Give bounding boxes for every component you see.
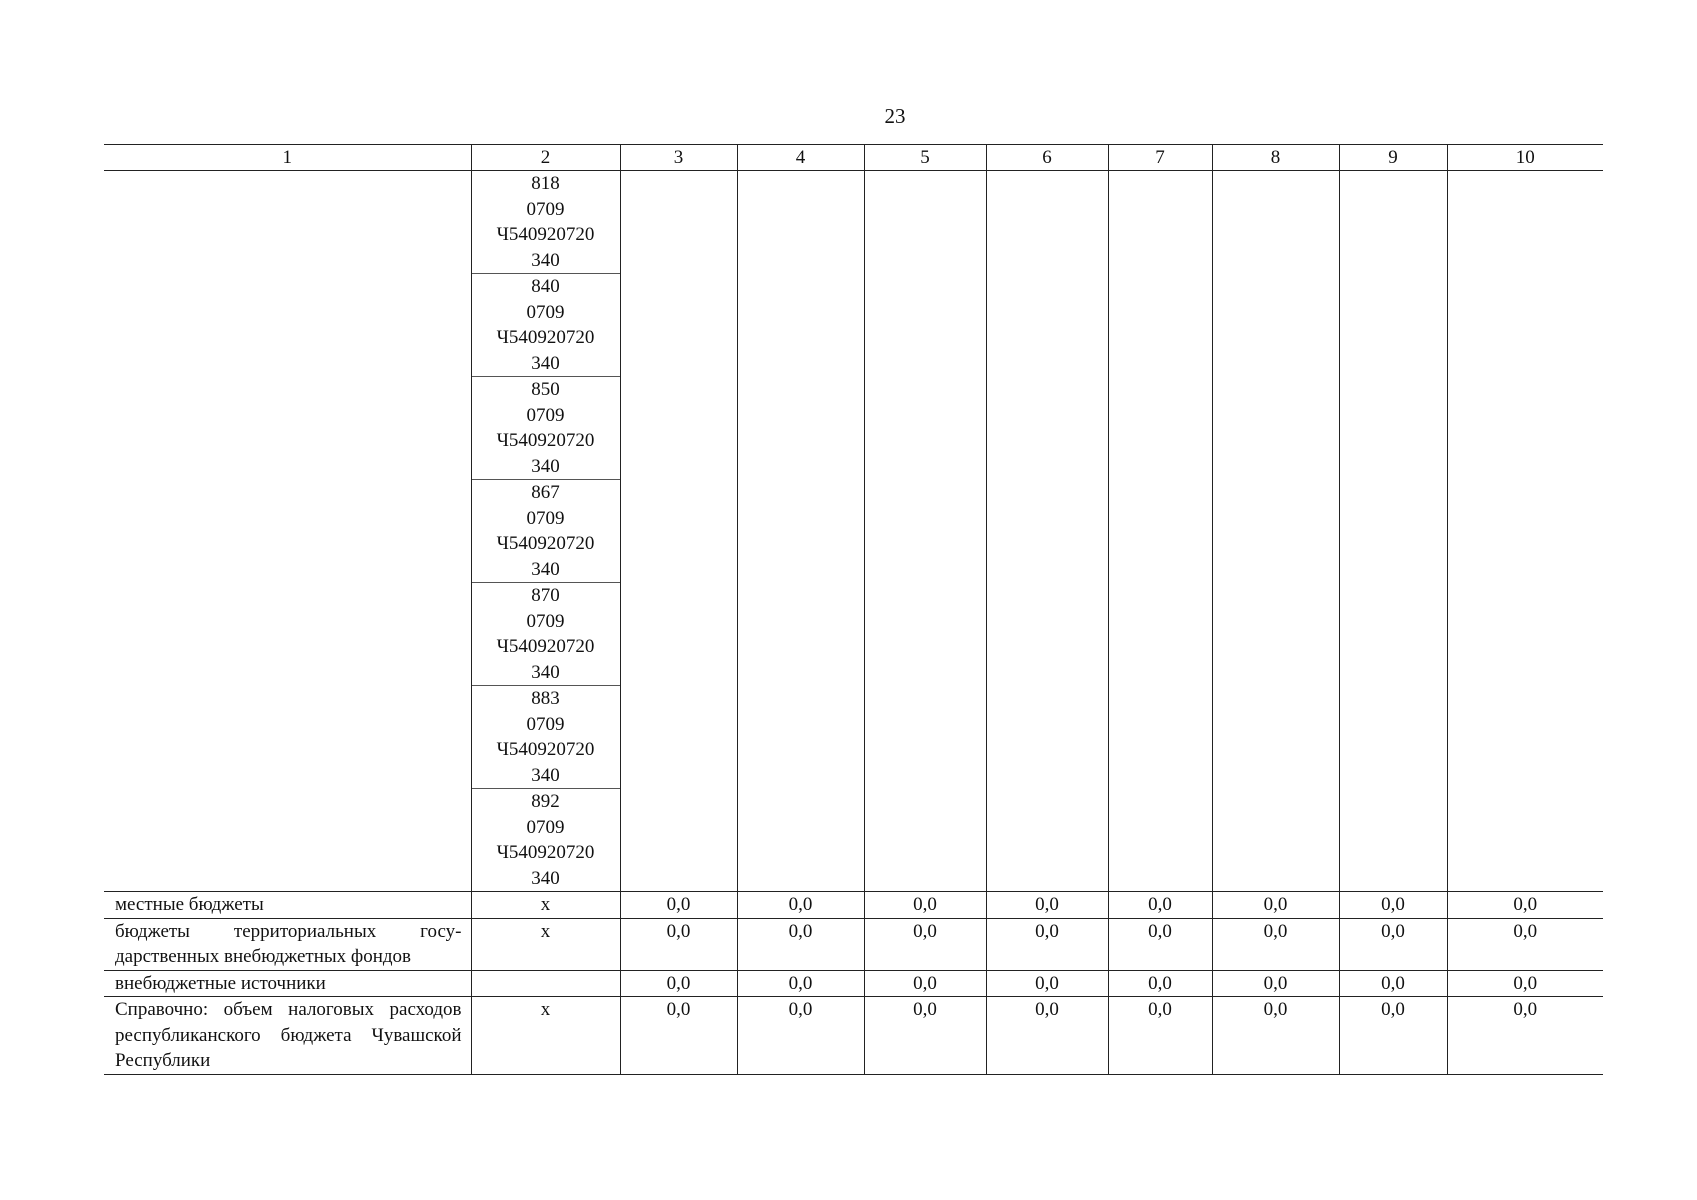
code-line: 340 bbox=[531, 249, 560, 271]
budget-code-block bbox=[472, 274, 620, 377]
column-header: 2 bbox=[471, 145, 620, 171]
value-cell: 0,0 bbox=[1212, 918, 1339, 970]
code-line: 0709 bbox=[526, 198, 565, 220]
column-header: 8 bbox=[1212, 145, 1339, 171]
value-cell: 0,0 bbox=[1212, 970, 1339, 997]
value-cell: 0,0 bbox=[986, 918, 1108, 970]
value-cell: 0,0 bbox=[1212, 892, 1339, 919]
value-cell: 0,0 bbox=[620, 997, 737, 1075]
column-header: 5 bbox=[864, 145, 986, 171]
code-line: Ч540920720 bbox=[496, 224, 595, 245]
code-line: Ч540920720 bbox=[496, 842, 595, 863]
value-cell: 0,0 bbox=[620, 892, 737, 919]
code-line: 340 bbox=[531, 764, 560, 786]
value-cell: 0,0 bbox=[986, 970, 1108, 997]
value-cell bbox=[1339, 171, 1447, 892]
value-cell bbox=[1447, 171, 1603, 892]
table-header-row bbox=[104, 145, 1603, 171]
column-header: 9 bbox=[1339, 145, 1447, 171]
value-cell: 0,0 bbox=[986, 892, 1108, 919]
budget-code-cell: x bbox=[471, 997, 620, 1075]
value-cell: 0,0 bbox=[864, 892, 986, 919]
code-line: 883 bbox=[531, 688, 560, 709]
value-cell: 0,0 bbox=[864, 918, 986, 970]
code-line: 0709 bbox=[526, 301, 565, 323]
value-cell: 0,0 bbox=[1447, 918, 1603, 970]
table-row bbox=[104, 892, 1603, 919]
row-label: бюджеты территориальных государственных внебюджетных фондов bbox=[104, 918, 471, 970]
value-cell bbox=[1212, 171, 1339, 892]
column-header: 7 bbox=[1108, 145, 1212, 171]
code-line: Ч540920720 bbox=[496, 636, 595, 657]
value-cell: 0,0 bbox=[1447, 970, 1603, 997]
budget-code-block bbox=[472, 686, 620, 789]
column-header: 1 bbox=[104, 145, 471, 171]
value-cell: 0,0 bbox=[1108, 970, 1212, 997]
value-cell: 0,0 bbox=[1339, 997, 1447, 1075]
value-cell: 0,0 bbox=[1339, 970, 1447, 997]
row-label: внебюджетные источники bbox=[104, 970, 471, 997]
column-header: 3 bbox=[620, 145, 737, 171]
row-label: Справочно: объем налоговых расходов республиканского бюджета Чувашской Республики bbox=[104, 997, 471, 1075]
code-continuation-row bbox=[104, 171, 1603, 892]
code-line: 818 bbox=[531, 173, 560, 194]
table-row bbox=[104, 918, 1603, 970]
code-line: 892 bbox=[531, 791, 560, 812]
value-cell: 0,0 bbox=[1108, 892, 1212, 919]
code-line: Ч540920720 bbox=[496, 327, 595, 348]
code-line: 0709 bbox=[526, 816, 565, 838]
empty-label-cell bbox=[104, 171, 471, 892]
budget-code-cell bbox=[471, 970, 620, 997]
budget-code-block bbox=[472, 171, 620, 274]
column-header: 6 bbox=[986, 145, 1108, 171]
value-cell bbox=[620, 171, 737, 892]
code-line: 850 bbox=[531, 379, 560, 400]
budget-code-cell: x bbox=[471, 892, 620, 919]
row-label: местные бюджеты bbox=[104, 892, 471, 919]
code-line: 340 bbox=[531, 661, 560, 683]
value-cell: 0,0 bbox=[1447, 997, 1603, 1075]
value-cell bbox=[1108, 171, 1212, 892]
code-line: 340 bbox=[531, 455, 560, 477]
code-line: 340 bbox=[531, 352, 560, 374]
budget-code-block bbox=[472, 583, 620, 686]
value-cell: 0,0 bbox=[1212, 997, 1339, 1075]
value-cell: 0,0 bbox=[864, 997, 986, 1075]
value-cell: 0,0 bbox=[1108, 997, 1212, 1075]
value-cell: 0,0 bbox=[737, 892, 864, 919]
code-line: Ч540920720 bbox=[496, 430, 595, 451]
code-line: 0709 bbox=[526, 507, 565, 529]
code-line: 0709 bbox=[526, 610, 565, 632]
page-number: 23 bbox=[884, 104, 906, 128]
budget-code-block bbox=[472, 789, 620, 891]
budget-table bbox=[104, 144, 1603, 1075]
code-line: 870 bbox=[531, 585, 560, 606]
column-header: 10 bbox=[1447, 145, 1603, 171]
value-cell bbox=[864, 171, 986, 892]
code-line: 0709 bbox=[526, 404, 565, 426]
value-cell: 0,0 bbox=[1447, 892, 1603, 919]
value-cell: 0,0 bbox=[1108, 918, 1212, 970]
table-row bbox=[104, 997, 1603, 1075]
value-cell: 0,0 bbox=[1339, 892, 1447, 919]
value-cell bbox=[986, 171, 1108, 892]
code-line: 840 bbox=[531, 276, 560, 297]
code-line: 340 bbox=[531, 558, 560, 580]
value-cell: 0,0 bbox=[737, 997, 864, 1075]
value-cell: 0,0 bbox=[620, 970, 737, 997]
value-cell: 0,0 bbox=[1339, 918, 1447, 970]
value-cell: 0,0 bbox=[620, 918, 737, 970]
code-line: Ч540920720 bbox=[496, 533, 595, 554]
budget-code-cell bbox=[471, 171, 620, 892]
code-line: 340 bbox=[531, 867, 560, 889]
budget-code-block bbox=[472, 480, 620, 583]
code-line: Ч540920720 bbox=[496, 739, 595, 760]
value-cell: 0,0 bbox=[737, 970, 864, 997]
value-cell: 0,0 bbox=[986, 997, 1108, 1075]
budget-code-cell: x bbox=[471, 918, 620, 970]
table-row bbox=[104, 970, 1603, 997]
value-cell: 0,0 bbox=[737, 918, 864, 970]
code-line: 867 bbox=[531, 482, 560, 503]
column-header: 4 bbox=[737, 145, 864, 171]
value-cell: 0,0 bbox=[864, 970, 986, 997]
value-cell bbox=[737, 171, 864, 892]
code-line: 0709 bbox=[526, 713, 565, 735]
budget-code-block bbox=[472, 377, 620, 480]
